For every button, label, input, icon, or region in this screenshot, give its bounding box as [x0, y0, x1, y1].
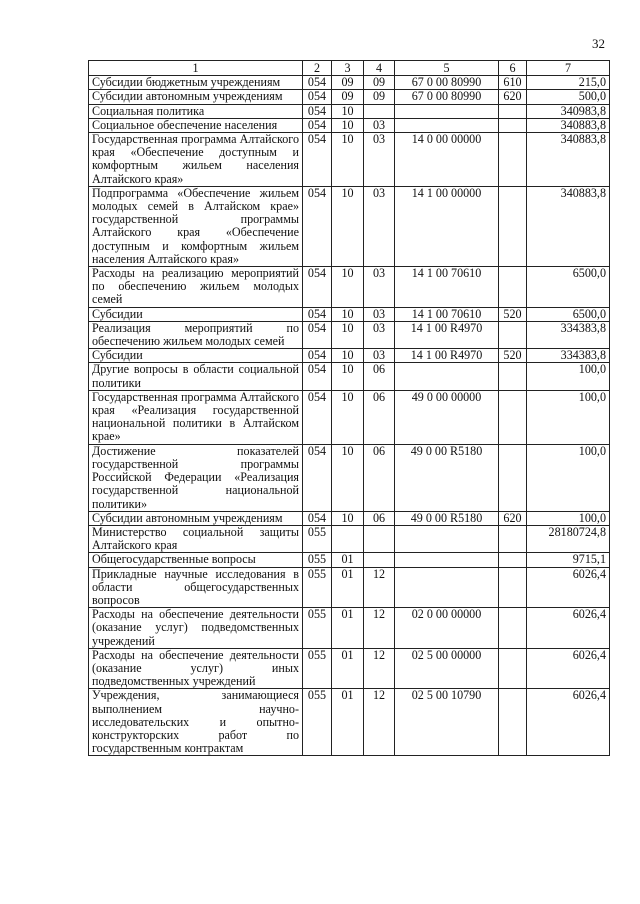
cell-expense-type: [499, 118, 527, 132]
cell-section: 01: [332, 648, 364, 689]
cell-subsection: 06: [364, 363, 395, 390]
cell-subsection: 03: [364, 133, 395, 187]
cell-name: Министерство социальной защиты Алтайского края: [89, 525, 303, 552]
cell-subsection: [364, 525, 395, 552]
cell-admin-code: 054: [303, 511, 332, 525]
cell-amount: 28180724,8: [527, 525, 610, 552]
table-row: [89, 648, 610, 689]
cell-amount: 334383,8: [527, 321, 610, 348]
cell-expense-type: [499, 608, 527, 649]
cell-amount: 6500,0: [527, 307, 610, 321]
cell-expense-type: [499, 444, 527, 511]
cell-expense-type: [499, 390, 527, 444]
table-row: [89, 118, 610, 132]
cell-admin-code: 055: [303, 553, 332, 567]
cell-section: 10: [332, 321, 364, 348]
cell-admin-code: 054: [303, 307, 332, 321]
cell-amount: 100,0: [527, 511, 610, 525]
cell-section: 01: [332, 567, 364, 608]
cell-amount: 340883,8: [527, 186, 610, 266]
column-header: 2: [303, 61, 332, 76]
cell-expense-type: 620: [499, 511, 527, 525]
table-row: [89, 689, 610, 756]
table-row: [89, 349, 610, 363]
table-row: [89, 444, 610, 511]
table-row: [89, 363, 610, 390]
cell-amount: 334383,8: [527, 349, 610, 363]
table-row: [89, 186, 610, 266]
cell-target-article: 67 0 00 80990: [395, 76, 499, 90]
table-row: [89, 567, 610, 608]
cell-subsection: 12: [364, 689, 395, 756]
cell-admin-code: 054: [303, 321, 332, 348]
cell-expense-type: 520: [499, 349, 527, 363]
cell-target-article: [395, 525, 499, 552]
cell-target-article: [395, 118, 499, 132]
cell-target-article: 14 0 00 00000: [395, 133, 499, 187]
cell-section: 10: [332, 186, 364, 266]
cell-section: 10: [332, 390, 364, 444]
cell-name: Подпрограмма «Обеспечение жильем молодых семей в Алтайском крае» государственной программы Алтайского края «Обеспечение доступным и комфортным жильем населения Алтайского края»: [89, 186, 303, 266]
cell-section: [332, 525, 364, 552]
cell-name: Государственная программа Алтайского края «Обеспечение доступным и комфортным жильем населения Алтайского края»: [89, 133, 303, 187]
cell-expense-type: 620: [499, 90, 527, 104]
table-header-row: [89, 61, 610, 76]
cell-name: Субсидии: [89, 307, 303, 321]
cell-section: 10: [332, 349, 364, 363]
cell-target-article: [395, 104, 499, 118]
cell-admin-code: 054: [303, 390, 332, 444]
cell-section: 01: [332, 553, 364, 567]
cell-subsection: 03: [364, 349, 395, 363]
cell-name: Социальная политика: [89, 104, 303, 118]
cell-amount: 340883,8: [527, 118, 610, 132]
cell-name: Субсидии автономным учреждениям: [89, 90, 303, 104]
cell-name: Учреждения, занимающиеся выполнением научно-исследовательских и опытно-конструкторских работ по государственным контрактам: [89, 689, 303, 756]
cell-expense-type: [499, 267, 527, 308]
cell-expense-type: [499, 321, 527, 348]
cell-section: 10: [332, 104, 364, 118]
cell-subsection: 03: [364, 267, 395, 308]
cell-section: 01: [332, 689, 364, 756]
cell-name: Достижение показателей государственной программы Российской Федерации «Реализация государственной национальной политики»: [89, 444, 303, 511]
cell-section: 10: [332, 307, 364, 321]
table-row: [89, 133, 610, 187]
cell-name: Субсидии бюджетным учреждениям: [89, 76, 303, 90]
cell-subsection: 06: [364, 444, 395, 511]
column-header: 6: [499, 61, 527, 76]
cell-target-article: [395, 363, 499, 390]
cell-name: Социальное обеспечение населения: [89, 118, 303, 132]
cell-name: Реализация мероприятий по обеспечению жильем молодых семей: [89, 321, 303, 348]
cell-subsection: 12: [364, 567, 395, 608]
cell-amount: 6026,4: [527, 648, 610, 689]
table-row: [89, 525, 610, 552]
cell-section: 10: [332, 267, 364, 308]
cell-section: 10: [332, 511, 364, 525]
cell-expense-type: [499, 648, 527, 689]
cell-subsection: 03: [364, 321, 395, 348]
column-header: 4: [364, 61, 395, 76]
cell-admin-code: 055: [303, 689, 332, 756]
cell-section: 09: [332, 76, 364, 90]
cell-admin-code: 054: [303, 363, 332, 390]
cell-section: 10: [332, 118, 364, 132]
cell-target-article: 14 1 00 70610: [395, 267, 499, 308]
cell-admin-code: 054: [303, 118, 332, 132]
table-row: [89, 511, 610, 525]
table-body: [89, 76, 610, 756]
cell-expense-type: 520: [499, 307, 527, 321]
cell-name: Расходы на обеспечение деятельности (оказание услуг) подведомственных учреждений: [89, 608, 303, 649]
cell-subsection: 09: [364, 76, 395, 90]
cell-amount: 340983,8: [527, 104, 610, 118]
cell-expense-type: [499, 133, 527, 187]
column-header: 7: [527, 61, 610, 76]
column-header: 3: [332, 61, 364, 76]
cell-amount: 100,0: [527, 444, 610, 511]
cell-expense-type: [499, 363, 527, 390]
cell-subsection: 06: [364, 511, 395, 525]
cell-target-article: [395, 567, 499, 608]
cell-expense-type: [499, 553, 527, 567]
cell-expense-type: [499, 689, 527, 756]
cell-subsection: 03: [364, 118, 395, 132]
table-row: [89, 608, 610, 649]
cell-admin-code: 054: [303, 349, 332, 363]
cell-section: 10: [332, 444, 364, 511]
cell-amount: 9715,1: [527, 553, 610, 567]
cell-admin-code: 054: [303, 76, 332, 90]
cell-name: Прикладные научные исследования в области общегосударственных вопросов: [89, 567, 303, 608]
cell-section: 10: [332, 133, 364, 187]
cell-amount: 6026,4: [527, 689, 610, 756]
column-header: 1: [89, 61, 303, 76]
cell-name: Государственная программа Алтайского края «Реализация государственной национальной политики в Алтайском крае»: [89, 390, 303, 444]
cell-admin-code: 055: [303, 608, 332, 649]
cell-target-article: 02 5 00 10790: [395, 689, 499, 756]
cell-section: 09: [332, 90, 364, 104]
table-row: [89, 321, 610, 348]
cell-expense-type: [499, 186, 527, 266]
table-row: [89, 76, 610, 90]
cell-target-article: 14 1 00 70610: [395, 307, 499, 321]
cell-subsection: 12: [364, 648, 395, 689]
cell-section: 01: [332, 608, 364, 649]
cell-admin-code: 055: [303, 525, 332, 552]
table-row: [89, 390, 610, 444]
cell-expense-type: [499, 104, 527, 118]
cell-subsection: 06: [364, 390, 395, 444]
column-header: 5: [395, 61, 499, 76]
cell-target-article: 02 5 00 00000: [395, 648, 499, 689]
cell-amount: 100,0: [527, 363, 610, 390]
cell-subsection: 09: [364, 90, 395, 104]
cell-admin-code: 054: [303, 186, 332, 266]
cell-amount: 500,0: [527, 90, 610, 104]
cell-amount: 6026,4: [527, 567, 610, 608]
cell-admin-code: 054: [303, 444, 332, 511]
cell-expense-type: [499, 525, 527, 552]
cell-name: Расходы на обеспечение деятельности (оказание услуг) иных подведомственных учреждений: [89, 648, 303, 689]
cell-admin-code: 054: [303, 133, 332, 187]
table-row: [89, 267, 610, 308]
cell-name: Общегосударственные вопросы: [89, 553, 303, 567]
cell-target-article: 49 0 00 00000: [395, 390, 499, 444]
cell-amount: 6026,4: [527, 608, 610, 649]
cell-amount: 215,0: [527, 76, 610, 90]
cell-target-article: [395, 553, 499, 567]
cell-name: Субсидии автономным учреждениям: [89, 511, 303, 525]
page-number: 32: [592, 36, 605, 51]
cell-subsection: [364, 104, 395, 118]
cell-subsection: 03: [364, 186, 395, 266]
cell-expense-type: [499, 567, 527, 608]
cell-target-article: 14 1 00 R4970: [395, 349, 499, 363]
cell-target-article: 14 1 00 R4970: [395, 321, 499, 348]
table-row: [89, 90, 610, 104]
cell-admin-code: 054: [303, 267, 332, 308]
cell-name: Расходы на реализацию мероприятий по обеспечению жильем молодых семей: [89, 267, 303, 308]
cell-target-article: 14 1 00 00000: [395, 186, 499, 266]
cell-subsection: [364, 553, 395, 567]
cell-amount: 100,0: [527, 390, 610, 444]
cell-admin-code: 054: [303, 104, 332, 118]
table-row: [89, 104, 610, 118]
cell-amount: 340883,8: [527, 133, 610, 187]
cell-expense-type: 610: [499, 76, 527, 90]
cell-admin-code: 055: [303, 648, 332, 689]
cell-target-article: 67 0 00 80990: [395, 90, 499, 104]
cell-admin-code: 054: [303, 90, 332, 104]
table-row: [89, 307, 610, 321]
cell-name: Другие вопросы в области социальной политики: [89, 363, 303, 390]
cell-target-article: 49 0 00 R5180: [395, 444, 499, 511]
cell-target-article: 02 0 00 00000: [395, 608, 499, 649]
cell-subsection: 03: [364, 307, 395, 321]
cell-admin-code: 055: [303, 567, 332, 608]
cell-name: Субсидии: [89, 349, 303, 363]
cell-section: 10: [332, 363, 364, 390]
cell-amount: 6500,0: [527, 267, 610, 308]
cell-target-article: 49 0 00 R5180: [395, 511, 499, 525]
budget-table: [88, 60, 610, 756]
table-row: [89, 553, 610, 567]
cell-subsection: 12: [364, 608, 395, 649]
